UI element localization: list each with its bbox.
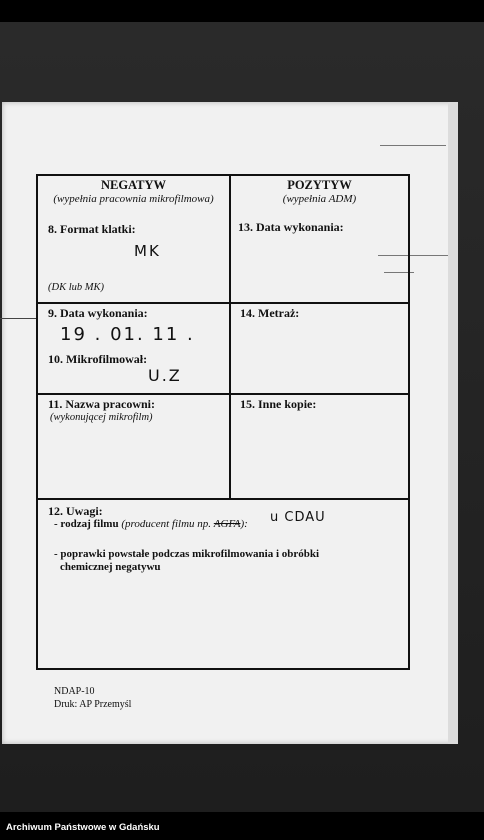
field-10-value: U.Z — [148, 366, 182, 385]
field-8-value: MK — [134, 242, 161, 260]
row-divider — [38, 302, 408, 304]
pozytyw-subheader: (wypełnia ADM) — [282, 193, 357, 205]
negatyw-header-cell — [38, 178, 229, 205]
row-divider — [38, 498, 408, 500]
form-code: NDAP-10 — [54, 686, 95, 697]
field-12-label: 12. Uwagi: — [48, 504, 103, 518]
agfa-struck: AGFA — [213, 518, 241, 530]
field-15-label: 15. Inne kopie: — [240, 397, 317, 411]
field-10-label: 10. Mikrofilmował: — [48, 352, 148, 366]
field-11-hint: (wykonującej mikrofilm) — [50, 412, 153, 423]
field-11-label: 11. Nazwa pracowni: — [48, 397, 155, 411]
top-black-bar — [0, 0, 484, 22]
field-12-line-2: - poprawki powstałe podczas mikrofilmowania i obróbki — [54, 548, 320, 560]
negatyw-header: NEGATYW — [100, 178, 167, 192]
film-producent-hint: (producent filmu np. — [121, 518, 212, 530]
pozytyw-header-cell — [231, 178, 408, 205]
field-9-value: 19 . 01. 11 . — [60, 324, 195, 345]
field-12-handwritten: u CDAU — [270, 510, 326, 525]
field-13-label: 13. Data wykonania: — [238, 220, 344, 234]
negatyw-subheader: (wypełnia pracownia mikrofilmowa) — [53, 193, 214, 205]
pozytyw-header: POZYTYW — [287, 178, 352, 192]
row-divider — [38, 393, 408, 395]
field-9-label: 9. Data wykonania: — [48, 306, 148, 320]
field-12-line-3: chemicznej negatywu — [60, 561, 161, 573]
field-8-hint: (DK lub MK) — [48, 282, 104, 293]
film-type-label: - rodzaj filmu — [54, 518, 119, 530]
field-14-label: 14. Metraż: — [240, 306, 300, 320]
field-12-line-1 — [54, 518, 248, 530]
sheet-edge — [448, 102, 458, 744]
archive-caption: Archiwum Państwowe w Gdańsku — [6, 822, 160, 833]
column-divider — [229, 176, 231, 500]
print-info: Druk: AP Przemyśl — [54, 699, 132, 710]
scan-mark — [0, 318, 36, 319]
field-8-label: 8. Format klatki: — [48, 222, 136, 236]
film-producent-hint-end: ): — [240, 518, 248, 530]
microfilm-record-form — [36, 174, 410, 670]
scan-mark — [380, 145, 446, 146]
